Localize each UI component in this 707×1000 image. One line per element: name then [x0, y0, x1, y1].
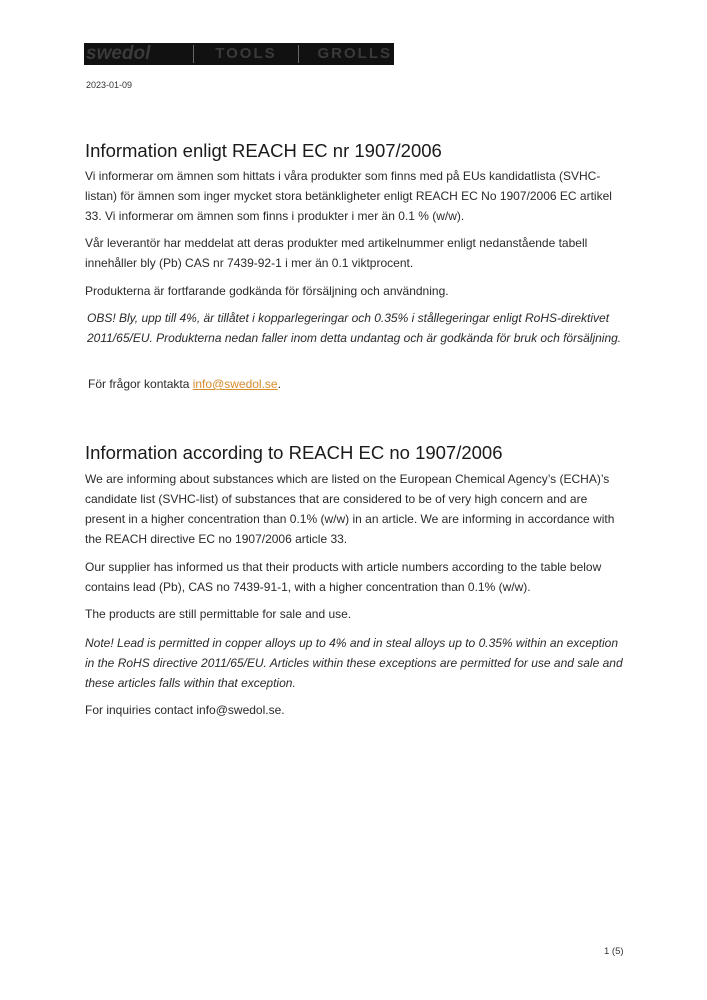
page-number: 1 (5): [604, 946, 624, 957]
logo-swedol-text: swedol: [86, 43, 151, 64]
document-date: 2023-01-09: [86, 80, 133, 90]
logo-grolls: [299, 43, 394, 65]
swedish-note: OBS! Bly, upp till 4%, är tillåtet i kopparlegeringar och 0.35% i stållegeringar enligt RoHS-direktivet 2011/65/EU. Produkterna nedan faller inom detta undantag och är godkända för bruk och försäljning.: [87, 311, 622, 345]
contact-suffix: .: [277, 377, 281, 391]
swedish-paragraph-2: Vår leverantör har meddelat att deras produkter med artikelnummer enligt nedanstående tabell innehåller bly (Pb) CAS nr 7439-92-1 i mer än 0.1 viktprocent.: [85, 236, 588, 270]
english-contact: For inquiries contact info@swedol.se.: [85, 703, 285, 717]
swedish-paragraph-1: Vi informerar om ämnen som hittats i våra produkter som finns med på EUs kandidatlista (SVHC-listan) för ämnen som inger mycket stora betänkligheter enligt REACH EC No 1907/2006 EC artikel 33. Vi informerar om ämnen som finns i produkter i mer än 0.1 % (w/w).: [85, 169, 612, 223]
logo-tools: [194, 43, 297, 65]
brand-logo-bar: [84, 43, 394, 65]
english-title: Information according to REACH EC no 1907/2006: [85, 442, 503, 463]
contact-email-link[interactable]: info@swedol.se: [192, 377, 278, 391]
swedish-contact: [88, 374, 628, 394]
english-paragraph-3: The products are still permittable for sale and use.: [85, 607, 352, 621]
swedish-paragraph-3: Produkterna är fortfarande godkända för försäljning och användning.: [85, 284, 449, 298]
english-paragraph-2: Our supplier has informed us that their products with article numbers according to the table below contains lead (Pb), CAS no 7439-91-1, with a higher concentration than 0.1% (w/w).: [85, 560, 602, 594]
english-note: Note! Lead is permitted in copper alloys up to 4% and in steal alloys up to 0.35% within an exception in the RoHS directive 2011/65/EU. Articles within these exceptions are permitted for use and sale and these articles falls within that exception.: [85, 636, 623, 690]
swedish-title: Information enligt REACH EC nr 1907/2006: [85, 140, 442, 161]
logo-grolls-text: GROLLS: [317, 45, 393, 62]
logo-tools-text: TOOLS: [215, 45, 277, 62]
contact-prefix: För frågor kontakta: [88, 377, 193, 391]
english-paragraph-1: We are informing about substances which are listed on the European Chemical Agency’s (ECHA)’s candidate list (SVHC-list) of substances that are considered to be of very high concern and are present in a higher concentration than 0.1% (w/w) in an article. We are informing in accordance with the REACH directive EC no 1907/2006 article 33.: [85, 472, 615, 546]
logo-swedol: [84, 43, 193, 65]
